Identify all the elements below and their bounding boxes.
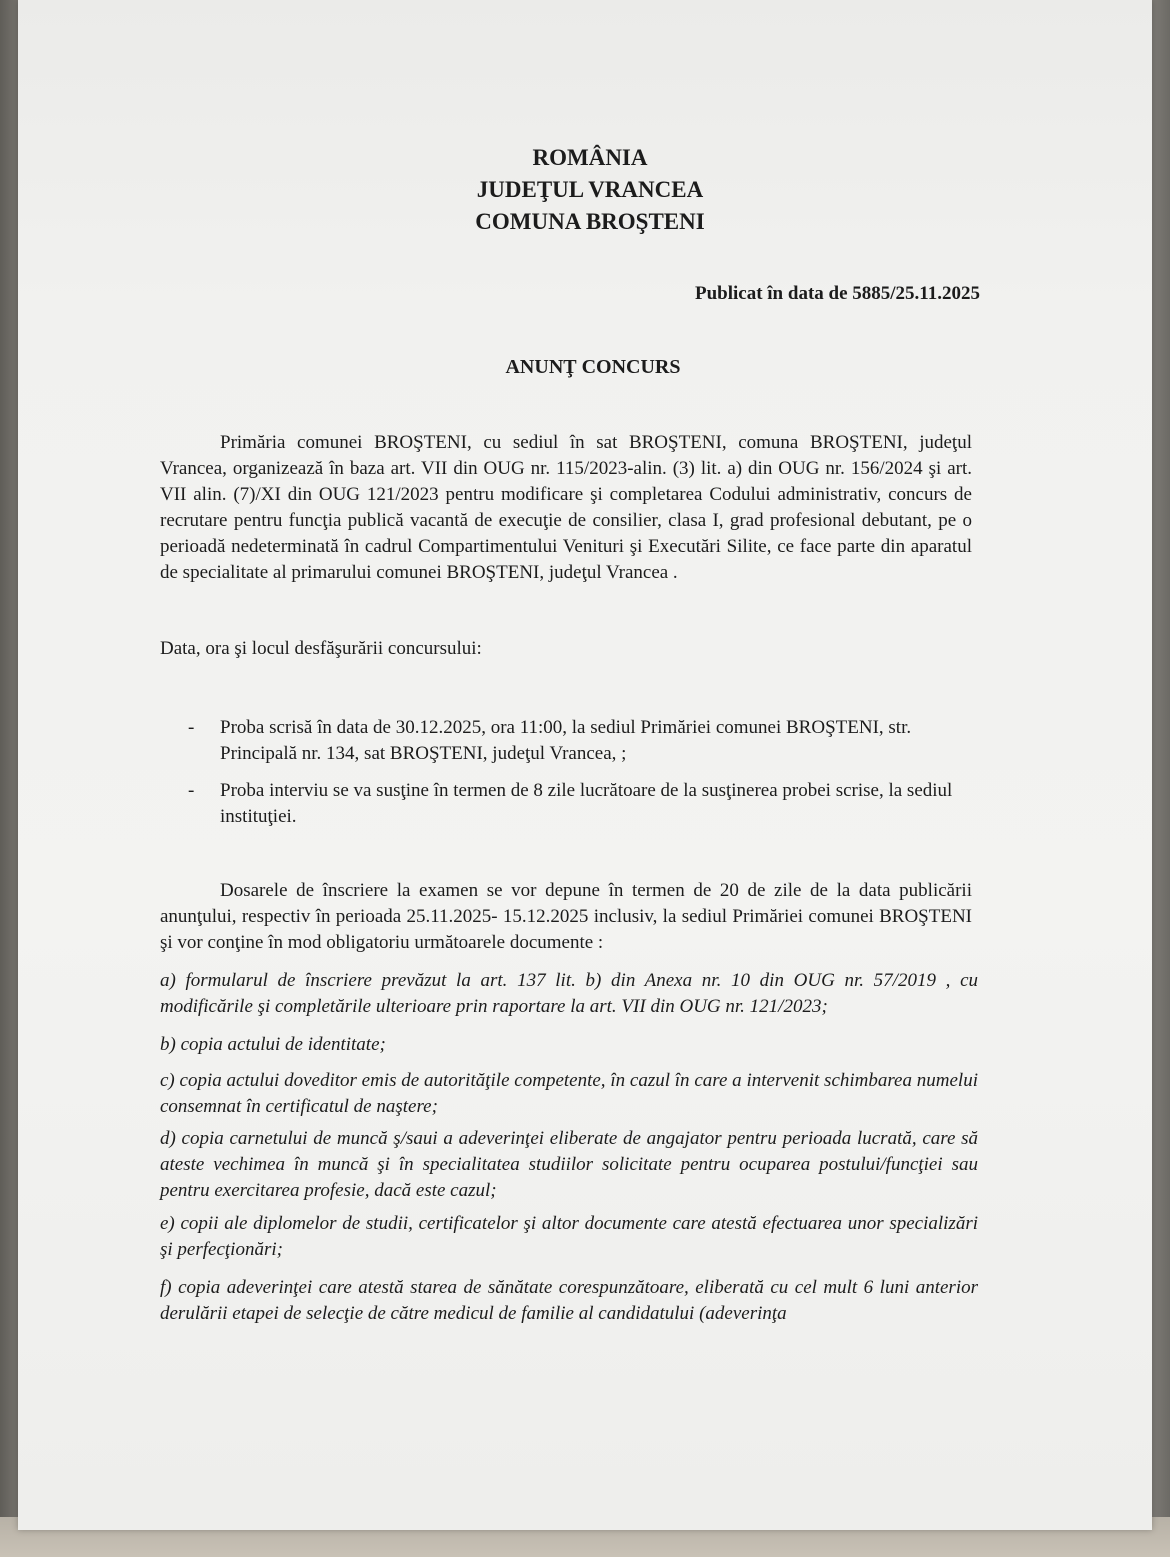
announcement-title: ANUNŢ CONCURS: [505, 356, 681, 378]
document-item-c: c) copia actului doveditor emis de autorităţile competente, în cazul în care a intervenit schimbarea numelui consemnat în certificatul de naştere;: [160, 1070, 978, 1117]
document-item-d: d) copia carnetului de muncă ş/saui a adeverinţei eliberate de angajator pentru perioada lucrată, care să ateste vechimea în muncă şi în specialitatea studiilor solicitate pentru ocuparea postului/funcţiei sau pentru exercitarea profesie, dacă este cazul;: [160, 1128, 978, 1201]
schedule-item-text: Proba interviu se va susţine în termen de 8 zile lucrătoare de la susţinerea probei scrise, la sediul instituţiei.: [220, 780, 953, 827]
document-header: [18, 142, 1152, 238]
dossier-paragraph: Dosarele de înscriere la examen se vor depune în termen de 20 de zile de la data publicării anunţului, respectiv în perioada 25.11.2025- 15.12.2025 inclusiv, la sediul Primăriei comunei BROŞTENI şi vor conţine în mod obligatoriu următoarele documente :: [160, 880, 972, 953]
bullet-dash: -: [188, 717, 195, 738]
document-item-a: a) formularul de înscriere prevăzut la art. 137 lit. b) din Anexa nr. 10 din OUG nr. 57/2019 , cu modificările şi completările ulterioare prin raportare la art. VII din OUG nr. 121/2023;: [160, 970, 978, 1017]
document-page: [18, 0, 1152, 1530]
schedule-item-written-test: [188, 715, 978, 767]
publication-date: Publicat în data de 5885/25.11.2025: [694, 283, 980, 304]
document-item-e: e) copii ale diplomelor de studii, certificatelor şi altor documente care atestă efectuarea unor specializări şi perfecţionări;: [160, 1213, 978, 1260]
bullet-dash: -: [188, 780, 195, 801]
header-commune: COMUNA BROŞTENI: [475, 209, 705, 234]
header-county: JUDEŢUL VRANCEA: [476, 177, 704, 202]
document-item-b: b) copia actului de identitate;: [160, 1034, 386, 1055]
intro-paragraph: Primăria comunei BROŞTENI, cu sediul în sat BROŞTENI, comuna BROŞTENI, judeţul Vrancea, organizează în baza art. VII din OUG nr. 115/2023-alin. (3) lit. a) din OUG nr. 156/2024 şi art. VII alin. (7)/XI din OUG 121/2023 pentru modificare şi completarea Codului administrativ, concurs de recrutare pentru funcţia publică vacantă de execuţie de consilier, clasa I, grad profesional debutant, pe o perioadă nedeterminată în cadrul Compartimentului Venituri şi Executări Silite, ce face parte din aparatul de specialitate al primarului comunei BROŞTENI, judeţul Vrancea .: [160, 432, 972, 583]
schedule-item-interview: [188, 778, 978, 830]
document-item-f: f) copia adeverinţei care atestă starea de sănătate corespunzătoare, eliberată cu cel mult 6 luni anterior derulării etapei de selecţie de către medicul de familie al candidatului (adeverinţa: [160, 1277, 978, 1324]
header-country: ROMÂNIA: [532, 145, 648, 170]
schedule-heading: Data, ora şi locul desfăşurării concursului:: [160, 638, 482, 659]
schedule-item-text: Proba scrisă în data de 30.12.2025, ora 11:00, la sediul Primăriei comunei BROŞTENI, str. Principală nr. 134, sat BROŞTENI, judeţul Vrancea, ;: [220, 717, 912, 764]
